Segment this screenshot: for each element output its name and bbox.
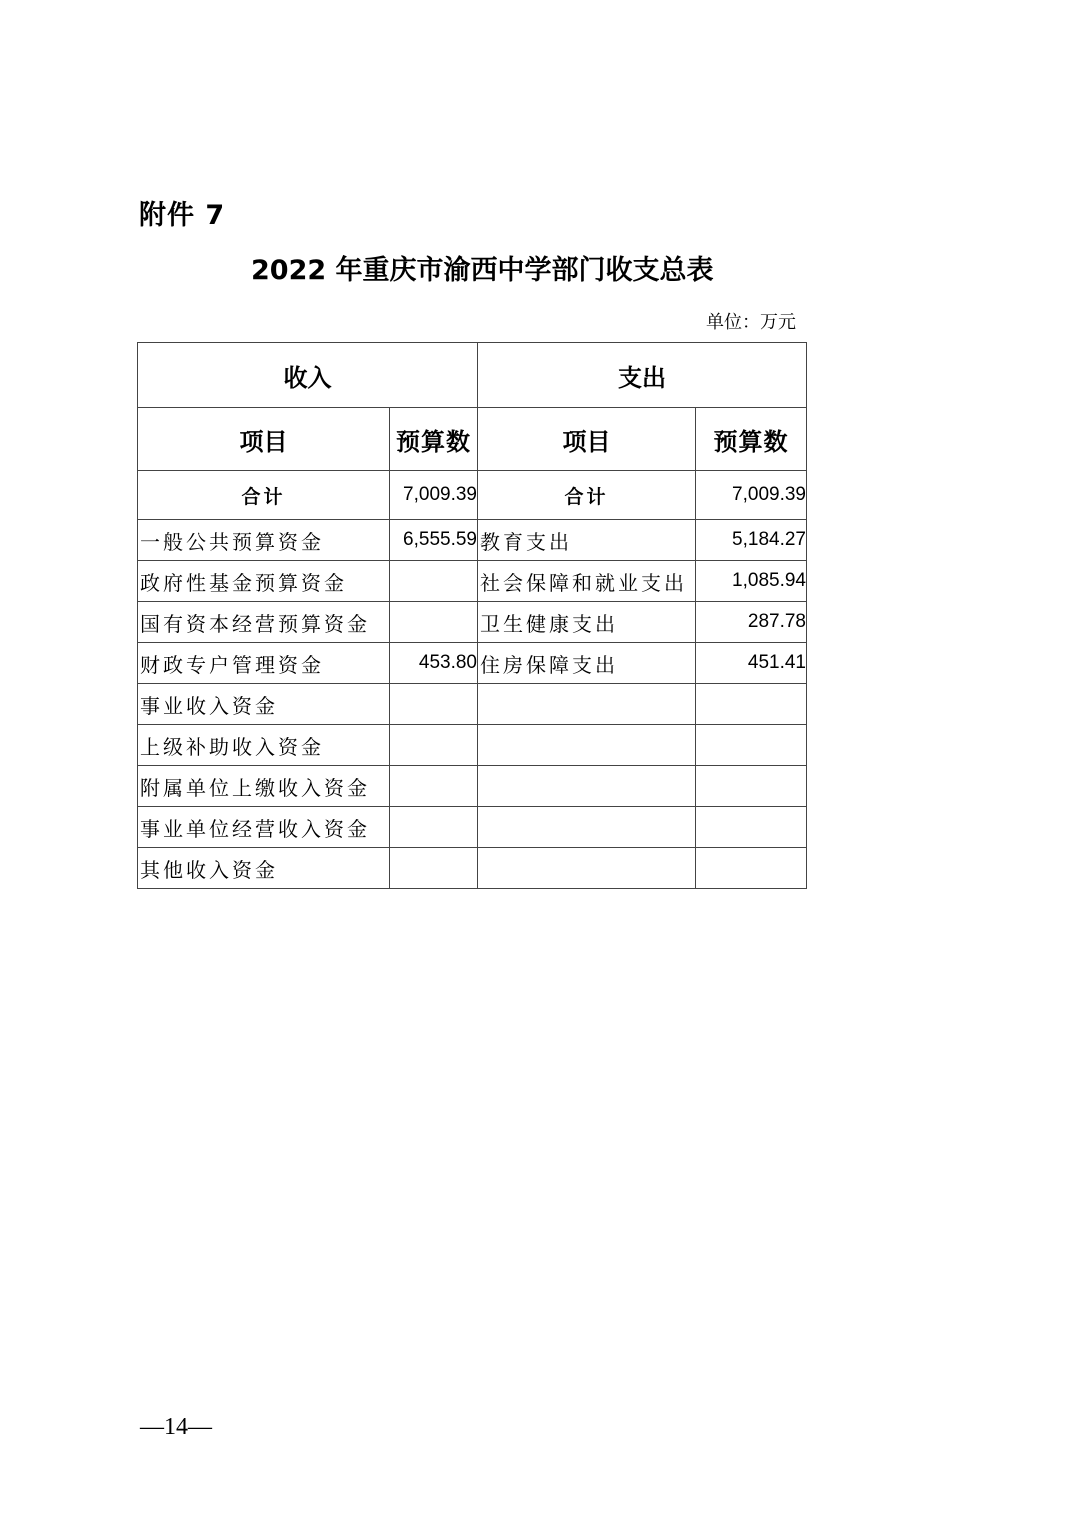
income-amount-cell xyxy=(390,725,478,766)
table-row xyxy=(138,848,807,889)
table-row xyxy=(138,766,807,807)
income-amount-column-header: 预算数 xyxy=(390,408,478,471)
income-total-label: 合计 xyxy=(138,471,390,520)
table-row xyxy=(138,725,807,766)
income-amount-cell xyxy=(390,766,478,807)
income-item-cell: 财政专户管理资金 xyxy=(138,643,390,684)
table-row xyxy=(138,520,807,561)
income-total-amount: 7,009.39 xyxy=(390,471,478,520)
expense-amount-cell xyxy=(696,807,807,848)
expense-amount-cell: 451.41 xyxy=(696,643,807,684)
income-item-cell: 事业单位经营收入资金 xyxy=(138,807,390,848)
expense-item-cell xyxy=(478,766,696,807)
income-item-cell: 上级补助收入资金 xyxy=(138,725,390,766)
table-row xyxy=(138,602,807,643)
table-body xyxy=(138,343,807,889)
income-item-column-header: 项目 xyxy=(138,408,390,471)
expense-item-cell xyxy=(478,684,696,725)
expense-item-cell xyxy=(478,725,696,766)
expense-amount-cell xyxy=(696,848,807,889)
income-amount-cell xyxy=(390,848,478,889)
table-row xyxy=(138,684,807,725)
attachment-label: 附件 7 xyxy=(139,200,226,231)
income-amount-cell xyxy=(390,807,478,848)
income-item-cell: 其他收入资金 xyxy=(138,848,390,889)
income-item-cell: 附属单位上缴收入资金 xyxy=(138,766,390,807)
expense-amount-cell xyxy=(696,725,807,766)
table-row xyxy=(138,643,807,684)
budget-summary-table xyxy=(137,342,807,889)
table-row xyxy=(138,807,807,848)
document-title: 2022 年重庆市渝西中学部门收支总表 xyxy=(251,255,714,286)
income-item-cell: 一般公共预算资金 xyxy=(138,520,390,561)
expense-item-cell: 卫生健康支出 xyxy=(478,602,696,643)
income-item-cell: 政府性基金预算资金 xyxy=(138,561,390,602)
expense-item-cell xyxy=(478,848,696,889)
income-item-cell: 事业收入资金 xyxy=(138,684,390,725)
income-section-header: 收入 xyxy=(138,343,478,408)
expense-item-cell: 社会保障和就业支出 xyxy=(478,561,696,602)
page-number: —14— xyxy=(140,1414,212,1440)
total-row xyxy=(138,471,807,520)
expense-amount-column-header: 预算数 xyxy=(696,408,807,471)
income-amount-cell xyxy=(390,561,478,602)
expense-amount-cell: 287.78 xyxy=(696,602,807,643)
unit-label: 单位：万元 xyxy=(706,312,796,333)
section-header-row xyxy=(138,343,807,408)
column-header-row xyxy=(138,408,807,471)
expense-total-label: 合计 xyxy=(478,471,696,520)
expense-section-header: 支出 xyxy=(478,343,807,408)
expense-amount-cell: 5,184.27 xyxy=(696,520,807,561)
income-amount-cell: 453.80 xyxy=(390,643,478,684)
income-amount-cell: 6,555.59 xyxy=(390,520,478,561)
expense-amount-cell xyxy=(696,766,807,807)
expense-item-column-header: 项目 xyxy=(478,408,696,471)
expense-amount-cell: 1,085.94 xyxy=(696,561,807,602)
expense-amount-cell xyxy=(696,684,807,725)
table-row xyxy=(138,561,807,602)
expense-item-cell: 教育支出 xyxy=(478,520,696,561)
income-amount-cell xyxy=(390,684,478,725)
expense-item-cell xyxy=(478,807,696,848)
expense-total-amount: 7,009.39 xyxy=(696,471,807,520)
income-item-cell: 国有资本经营预算资金 xyxy=(138,602,390,643)
expense-item-cell: 住房保障支出 xyxy=(478,643,696,684)
income-amount-cell xyxy=(390,602,478,643)
